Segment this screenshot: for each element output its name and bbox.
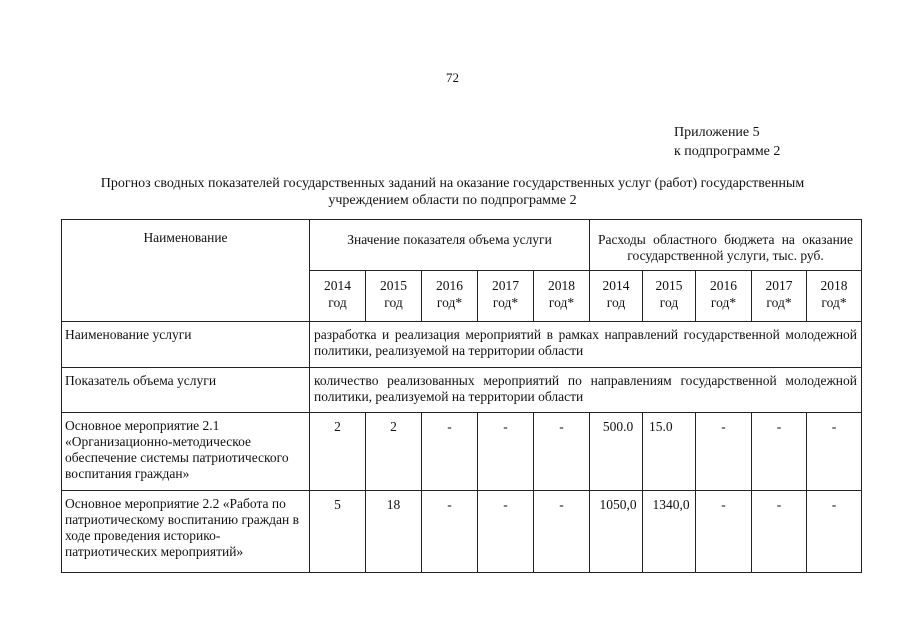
volume-indicator-label: Показатель объема услуги xyxy=(62,368,310,413)
year-label: 2015 xyxy=(655,278,683,293)
year-unit: год xyxy=(606,295,626,310)
expense-cell: - xyxy=(752,491,807,573)
expense-cell: - xyxy=(807,491,862,573)
header-volume: Значение показателя объема услуги xyxy=(310,220,590,271)
volume-indicator-row xyxy=(62,368,862,413)
volume-cell: - xyxy=(534,491,590,573)
year-unit: год xyxy=(328,295,347,310)
expense-cell: 15.0 xyxy=(643,413,696,491)
expense-cell: 500.0 xyxy=(590,413,643,491)
expense-cell: 1340,0 xyxy=(643,491,696,573)
expense-cell: - xyxy=(752,413,807,491)
expense-cell: - xyxy=(696,413,752,491)
volume-year-header xyxy=(310,271,366,322)
year-unit: год* xyxy=(821,295,847,310)
volume-year-header xyxy=(422,271,478,322)
expense-cell: 1050,0 xyxy=(590,491,643,573)
volume-year-header xyxy=(478,271,534,322)
volume-year-header xyxy=(366,271,422,322)
expense-cell: - xyxy=(807,413,862,491)
volume-cell: 2 xyxy=(310,413,366,491)
expense-year-header xyxy=(696,271,752,322)
service-name-text: разработка и реализация мероприятий в рамках направлений государственной молодежной политики, реализуемой на территории области xyxy=(310,322,862,368)
year-label: 2014 xyxy=(602,278,630,293)
year-unit: год* xyxy=(492,295,519,310)
expense-year-header xyxy=(590,271,643,322)
activity-label: Основное мероприятие 2.2 «Работа по патриотическому воспитанию граждан в ходе проведения историко-патриотических мероприятий» xyxy=(62,491,310,573)
expense-year-header xyxy=(752,271,807,322)
volume-indicator-text: количество реализованных мероприятий по направлениям государственной молодежной политики, реализуемой на территории области xyxy=(310,368,862,413)
service-name-label: Наименование услуги xyxy=(62,322,310,368)
year-label: 2018 xyxy=(548,278,575,293)
year-label: 2014 xyxy=(324,278,351,293)
header-name: Наименование xyxy=(62,220,310,322)
document-title xyxy=(40,175,865,209)
page-number: 72 xyxy=(446,70,459,85)
expense-year-header xyxy=(643,271,696,322)
year-unit: год xyxy=(384,295,403,310)
year-label: 2016 xyxy=(436,278,463,293)
year-unit: год* xyxy=(766,295,792,310)
header-row xyxy=(62,220,862,271)
volume-cell: 5 xyxy=(310,491,366,573)
year-unit: год* xyxy=(436,295,463,310)
volume-year-header xyxy=(534,271,590,322)
appendix-line-1: Приложение 5 xyxy=(674,125,760,140)
volume-cell: - xyxy=(478,491,534,573)
appendix-note xyxy=(674,123,780,161)
volume-cell: 2 xyxy=(366,413,422,491)
table-row xyxy=(62,413,862,491)
expense-cell: - xyxy=(696,491,752,573)
service-name-row xyxy=(62,322,862,368)
expense-year-header xyxy=(807,271,862,322)
title-line-1: Прогноз сводных показателей государственных заданий на оказание государственных услуг (работ) государственным xyxy=(100,176,805,191)
header-expenses: Расходы областного бюджета на оказание государственной услуги, тыс. руб. xyxy=(590,220,862,271)
table-row xyxy=(62,491,862,573)
volume-cell: 18 xyxy=(366,491,422,573)
title-line-2: учреждением области по подпрограмме 2 xyxy=(328,193,577,208)
year-unit: год* xyxy=(548,295,575,310)
year-label: 2017 xyxy=(492,278,519,293)
volume-cell: - xyxy=(422,413,478,491)
activity-label: Основное мероприятие 2.1 «Организационно-методическое обеспечение системы патриотического воспитания граждан» xyxy=(62,413,310,491)
year-label: 2015 xyxy=(380,278,407,293)
volume-cell: - xyxy=(478,413,534,491)
year-label: 2018 xyxy=(820,278,848,293)
year-label: 2017 xyxy=(765,278,793,293)
volume-cell: - xyxy=(534,413,590,491)
year-unit: год xyxy=(659,295,679,310)
forecast-table xyxy=(61,219,862,573)
year-label: 2016 xyxy=(710,278,738,293)
appendix-line-2: к подпрограмме 2 xyxy=(674,144,781,159)
volume-cell: - xyxy=(422,491,478,573)
year-unit: год* xyxy=(710,295,737,310)
